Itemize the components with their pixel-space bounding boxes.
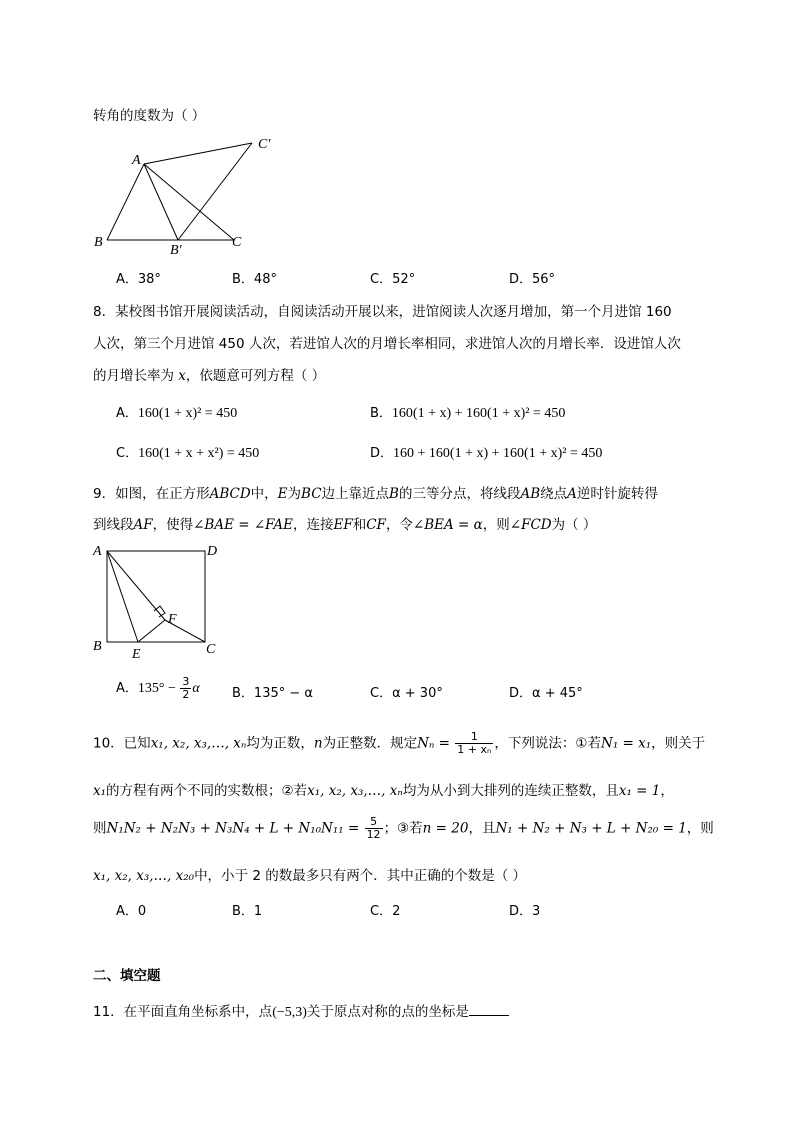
q8-option-c[interactable]: C．160(1 + x + x²) = 450 bbox=[116, 446, 260, 461]
label-A: A bbox=[132, 153, 141, 168]
q10-line2: x₁的方程有两个不同的实数根；②若x₁, x₂, x₃,…, xₙ均为从小到大排列的连续正整数，且x₁ = 1， bbox=[93, 783, 674, 799]
q9-option-b[interactable]: B．135° − α bbox=[232, 686, 313, 701]
label-B: B bbox=[94, 235, 103, 250]
q8-option-a[interactable]: A．160(1 + x)² = 450 bbox=[116, 406, 238, 421]
q8-option-d[interactable]: D．160 + 160(1 + x) + 160(1 + x)² = 450 bbox=[370, 446, 603, 461]
label-B-prime: B′ bbox=[170, 243, 182, 258]
label-E: E bbox=[132, 647, 141, 662]
q7-figure bbox=[92, 130, 282, 260]
q9-option-d[interactable]: D．α + 45° bbox=[509, 686, 583, 701]
q8-line1: 8．某校图书馆开展阅读活动，自阅读活动开展以来，进馆阅读人次逐月增加，第一个月进馆 160 bbox=[93, 304, 672, 320]
q8-line3: 的月增长率为 x，依题意可列方程（ ） bbox=[93, 368, 326, 384]
q7-option-c[interactable]: C．52° bbox=[370, 272, 416, 287]
q7-option-b[interactable]: B．48° bbox=[232, 272, 277, 287]
label-C: C bbox=[232, 235, 242, 250]
q9-line1: 9．如图，在正方形ABCD中，E为BC边上靠近点B的三等分点，将线段AB绕点A逆时针旋转得 bbox=[93, 486, 658, 502]
q10-option-b[interactable]: B．1 bbox=[232, 904, 263, 919]
q8-option-b[interactable]: B．160(1 + x) + 160(1 + x)² = 450 bbox=[370, 406, 566, 421]
q9-figure bbox=[90, 540, 230, 665]
q7-option-d[interactable]: D．56° bbox=[509, 272, 556, 287]
label-C-prime: C′ bbox=[258, 137, 271, 152]
q10-option-c[interactable]: C．2 bbox=[370, 904, 401, 919]
label-C: C bbox=[206, 642, 216, 657]
q7-option-a[interactable]: A．38° bbox=[116, 272, 161, 287]
q10-option-d[interactable]: D．3 bbox=[509, 904, 541, 919]
q10-option-a[interactable]: A．0 bbox=[116, 904, 147, 919]
q10-line1: 10．已知x₁, x₂, x₃,…, xₙ均为正数，n为正整数．规定Nₙ = $\frac{1}{\text{1 + xₙ}}$ ，下列说法：①若N₁ = x₁，则关于 bbox=[93, 730, 706, 756]
label-F: F bbox=[168, 612, 177, 627]
q11-line: 11．在平面直角坐标系中，点(−5,3)关于原点对称的点的坐标是 bbox=[93, 1000, 509, 1021]
q7-stem: 转角的度数为（ ） bbox=[93, 108, 206, 124]
q9-option-a[interactable]: A．135° − $\frac{3}{2}$ α bbox=[116, 675, 200, 701]
q10-line3: 则N₁N₂ + N₂N₃ + N₃N₄ + L + N₁₀N₁₁ = $\frac{5}{12}$ ；③若n = 20，且N₁ + N₂ + N₃ + L + N₂₀ = 1，则 bbox=[93, 815, 714, 841]
section-title: 二、填空题 bbox=[93, 968, 161, 984]
q8-line2: 人次，第三个月进馆 450 人次，若进馆人次的月增长率相同，求进馆人次的月增长率．设进馆人次 bbox=[93, 336, 681, 352]
q9-line2: 到线段AF，使得∠BAE = ∠FAE，连接EF和CF，令∠BEA = α，则∠FCD为（ ） bbox=[93, 517, 597, 533]
q10-line4: x₁, x₂, x₃,…, x₂₀中，小于 2 的数最多只有两个．其中正确的个数是（ ） bbox=[93, 868, 527, 884]
label-B: B bbox=[93, 639, 102, 654]
answer-blank[interactable] bbox=[469, 1003, 509, 1016]
label-D: D bbox=[207, 544, 218, 559]
label-A: A bbox=[93, 544, 102, 559]
q9-option-c[interactable]: C．α + 30° bbox=[370, 686, 443, 701]
